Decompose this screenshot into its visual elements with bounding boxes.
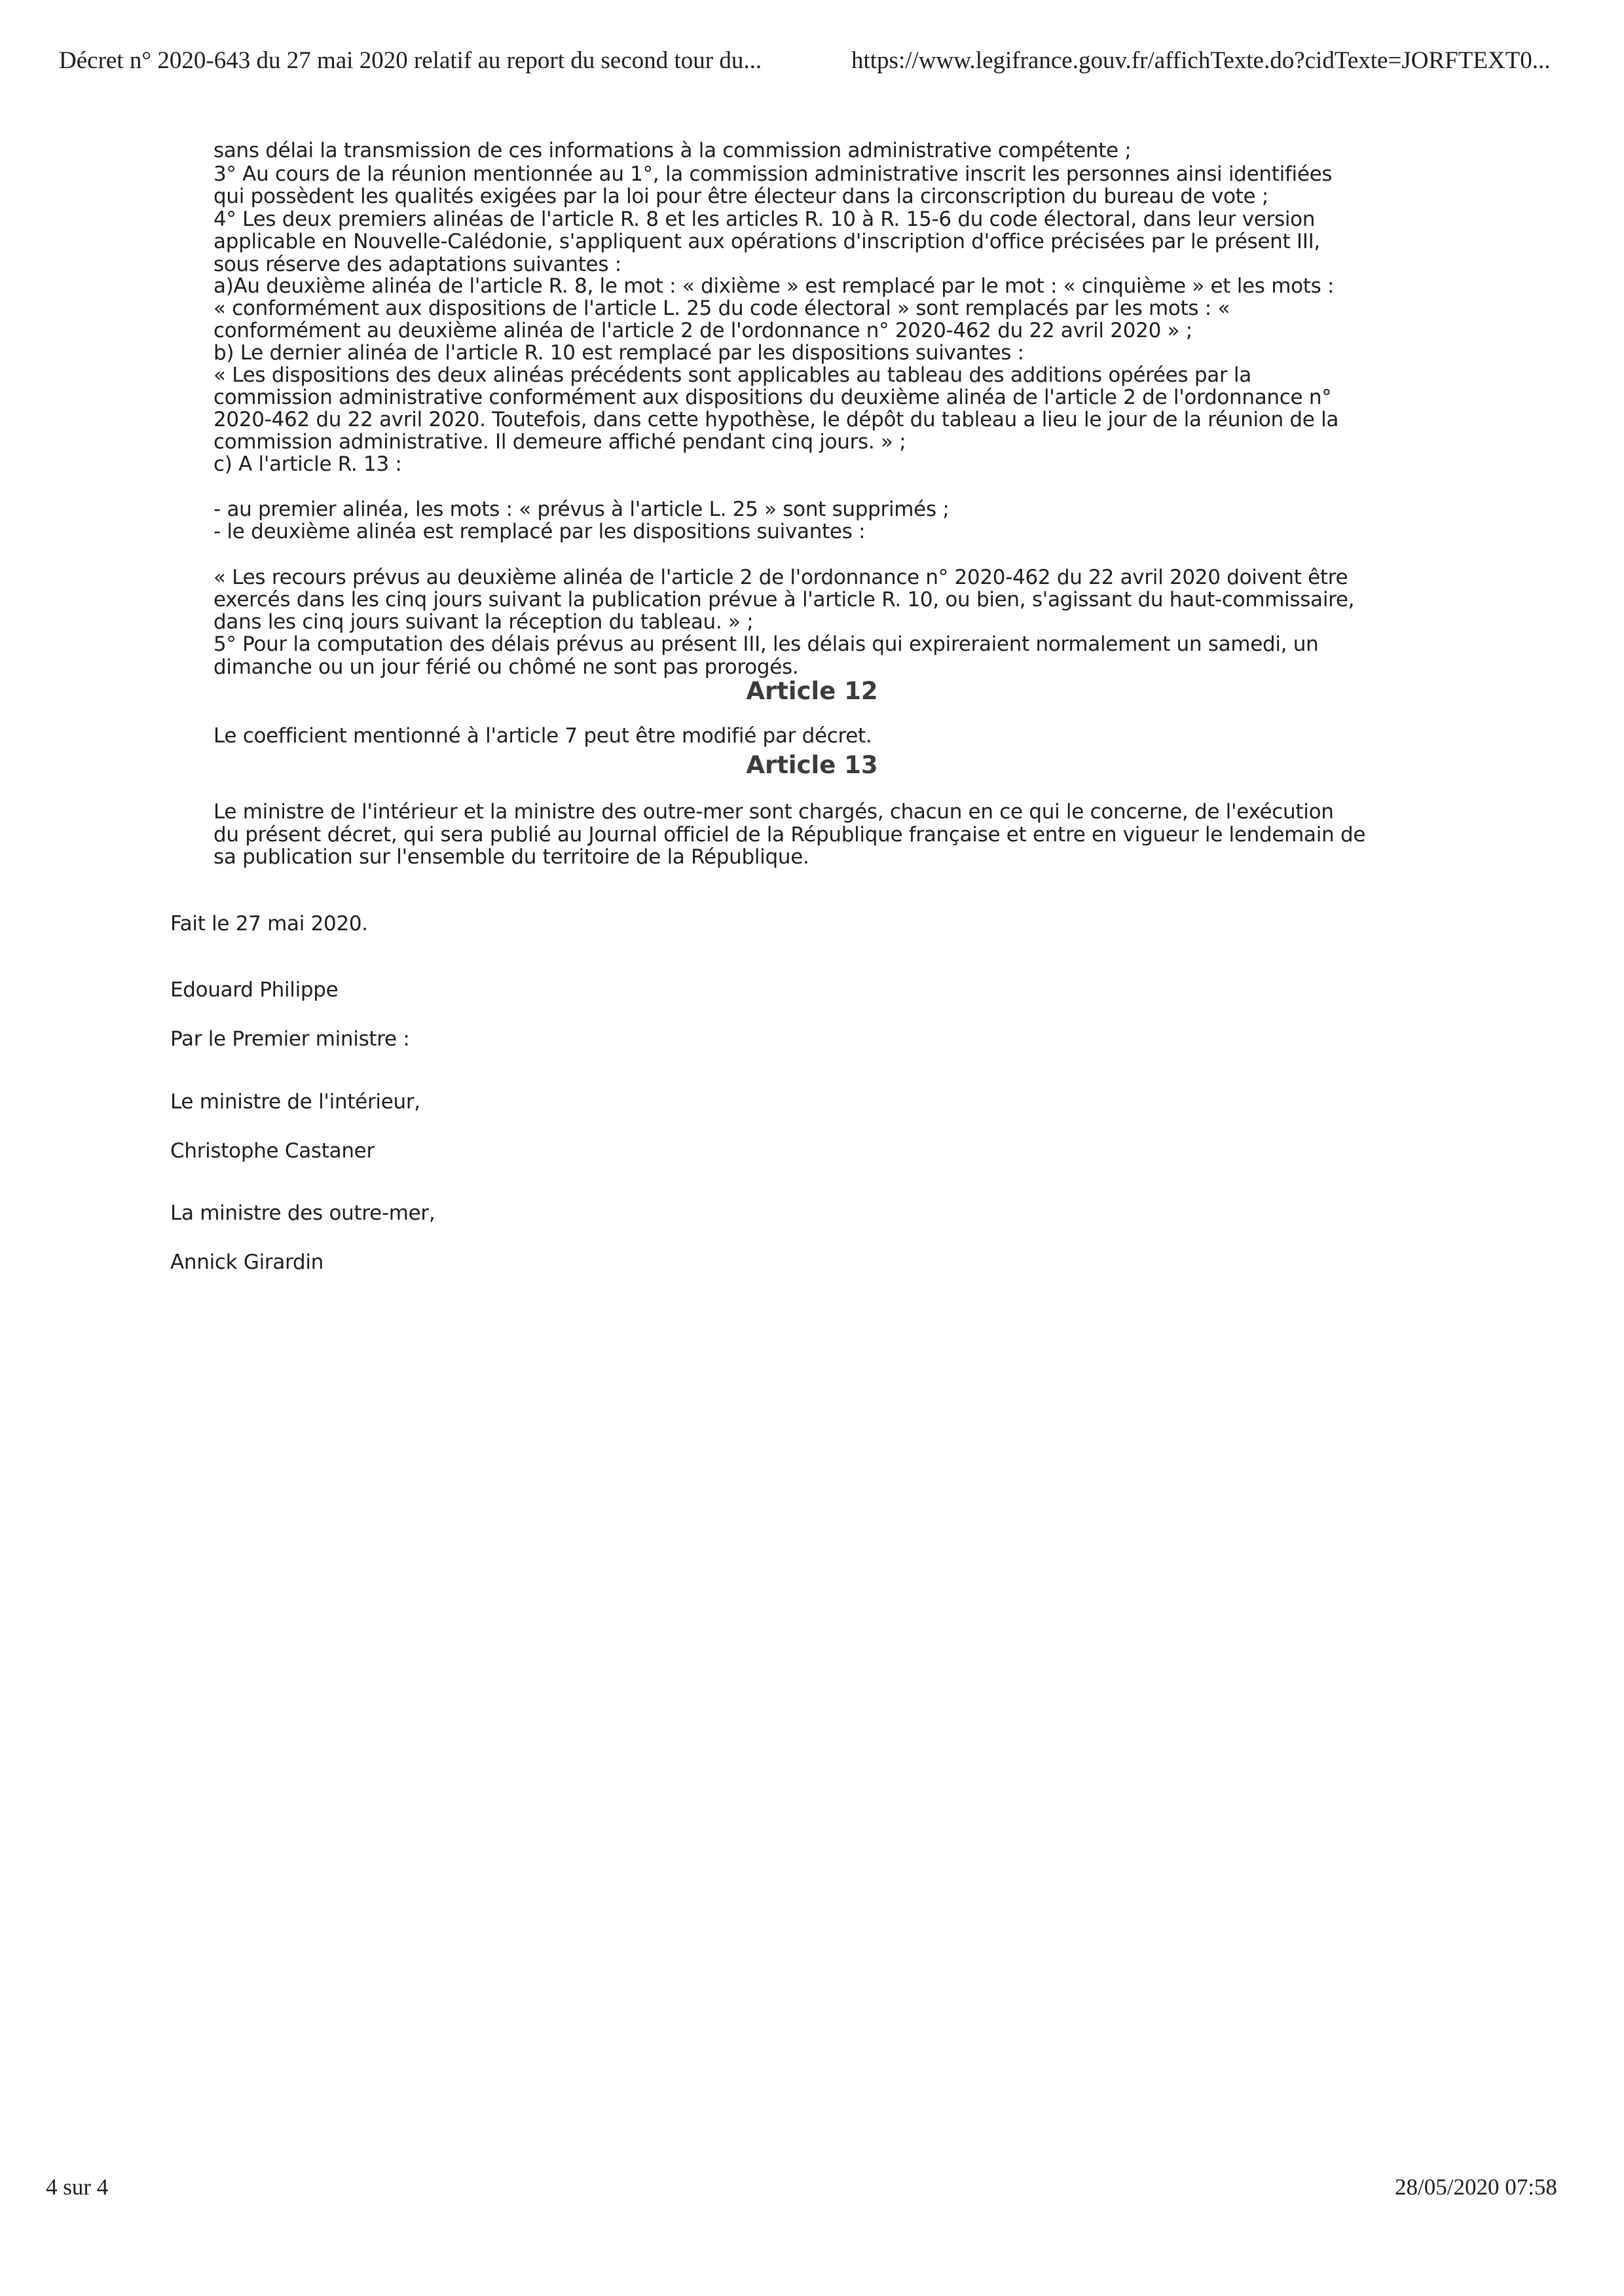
signature-outremer-name: Annick Girardin [170,1250,323,1274]
signature-prime-minister-label: Par le Premier ministre : [170,1027,410,1051]
signature-interior-name: Christophe Castaner [170,1139,375,1163]
body-line: 2020-462 du 22 avril 2020. Toutefois, dans cette hypothèse, le dépôt du tableau a lieu le jour de la réunion de la [213,408,1339,431]
article-13-line: du présent décret, qui sera publié au Journal officiel de la République française et entre en vigueur le lendemain de [213,823,1366,847]
body-line: sous réserve des adaptations suivantes : [213,253,621,276]
body-line: « Les dispositions des deux alinéas précédents sont applicables au tableau des additions opérées par la [213,363,1251,387]
body-line: « conformément aux dispositions de l'article L. 25 du code électoral » sont remplacés par les mots : « [213,297,1230,320]
footer-datetime: 28/05/2020 07:58 [1395,2174,1557,2200]
body-line: sans délai la transmission de ces informations à la commission administrative compétente ; [213,139,1132,162]
article-12-heading: Article 12 [746,677,878,705]
header-document-title: Décret n° 2020-643 du 27 mai 2020 relatif au report du second tour du... [59,47,762,74]
body-line: applicable en Nouvelle-Calédonie, s'appliquent aux opérations d'inscription d'office précisées par le présent III, [213,230,1320,253]
article-13-heading: Article 13 [746,751,878,779]
body-line: exercés dans les cinq jours suivant la publication prévue à l'article R. 10, ou bien, s'agissant du haut-commissaire, [213,588,1355,611]
signature-interior-title: Le ministre de l'intérieur, [170,1090,420,1114]
signature-outremer-title: La ministre des outre-mer, [170,1201,435,1225]
body-line: - le deuxième alinéa est remplacé par les dispositions suivantes : [213,520,866,543]
body-line: - au premier alinéa, les mots : « prévus à l'article L. 25 » sont supprimés ; [213,498,950,521]
body-line: conformément au deuxième alinéa de l'article 2 de l'ordonnance n° 2020-462 du 22 avril 2020 » ; [213,319,1192,342]
body-line: commission administrative. Il demeure affiché pendant cinq jours. » ; [213,430,906,454]
body-line: qui possèdent les qualités exigées par la loi pour être électeur dans la circonscription du bureau de vote ; [213,185,1268,208]
footer-page-number: 4 sur 4 [46,2174,109,2200]
article-13-line: Le ministre de l'intérieur et la ministre des outre-mer sont chargés, chacun en ce qui le concerne, de l'exécution [213,800,1334,824]
signature-prime-minister-name: Edouard Philippe [170,978,339,1002]
signature-date: Fait le 27 mai 2020. [170,912,368,936]
body-line: c) A l'article R. 13 : [213,452,402,476]
header-url: https://www.legifrance.gouv.fr/affichTexte.do?cidTexte=JORFTEXT0... [851,47,1551,74]
article-12-text: Le coefficient mentionné à l'article 7 peut être modifié par décret. [213,724,872,748]
body-line: « Les recours prévus au deuxième alinéa de l'article 2 de l'ordonnance n° 2020-462 du 22 avril 2020 doivent être [213,566,1348,589]
body-line: dimanche ou un jour férié ou chômé ne sont pas prorogés. [213,655,799,679]
article-13-line: sa publication sur l'ensemble du territoire de la République. [213,845,809,869]
body-line: dans les cinq jours suivant la réception du tableau. » ; [213,610,754,634]
body-line: 3° Au cours de la réunion mentionnée au 1°, la commission administrative inscrit les personnes ainsi identifiées [213,162,1333,186]
body-line: 4° Les deux premiers alinéas de l'article R. 8 et les articles R. 10 à R. 15-6 du code électoral, dans leur version [213,208,1316,231]
body-line: commission administrative conformément aux dispositions du deuxième alinéa de l'article 2 de l'ordonnance n° [213,386,1332,409]
body-line: 5° Pour la computation des délais prévus au présent III, les délais qui expireraient normalement un samedi, un [213,632,1319,656]
body-line: b) Le dernier alinéa de l'article R. 10 est remplacé par les dispositions suivantes : [213,341,1024,365]
body-line: a)Au deuxième alinéa de l'article R. 8, le mot : « dixième » est remplacé par le mot : « cinquième » et les mots : [213,274,1335,298]
